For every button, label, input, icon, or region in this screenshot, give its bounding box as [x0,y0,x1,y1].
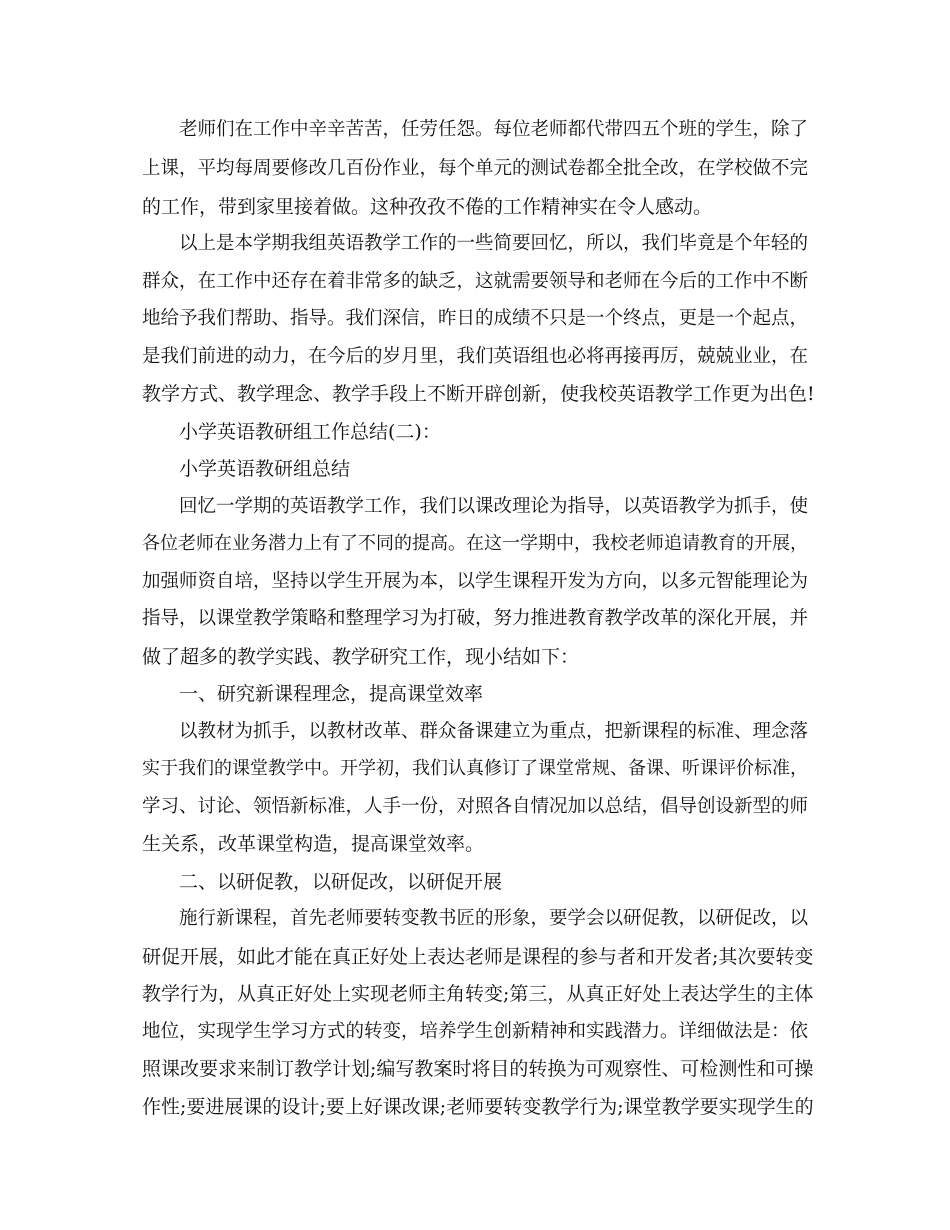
text-line: 群众，在工作中还存在着非常多的缺乏，这就需要领导和老师在今后的工作中不断 [142,271,809,292]
text-line: 作性;要进展课的设计;要上好课改课;老师要转变教学行为;课堂教学要实现学生的 [142,1096,814,1118]
text-line: 上课，平均每周要修改几百份作业，每个单元的测试卷都全批全改，在学校做不完 [142,158,809,179]
text-line: 地给予我们帮助、指导。我们深信，昨日的成绩不只是一个终点，更是一个起点， [142,308,809,329]
text-line: 老师们在工作中辛辛苦苦，任劳任怨。每位老师都代带四五个班的学生，除了 [179,119,809,140]
text-line: 做了超多的教学实践、教学研究工作，现小结如下： [142,646,580,668]
section-heading: 小学英语教研组工作总结(二)： [179,421,441,443]
text-line: 研促开展，如此才能在真正好处上表达老师是课程的参与者和开发者;其次要转变 [142,946,814,968]
text-line: 教学行为，从真正好处上实现老师主角转变;第三，从真正好处上表达学生的主体 [142,983,814,1005]
section-heading: 小学英语教研组总结 [179,458,351,480]
text-line: 的工作，带到家里接着做。这种孜孜不倦的工作精神实在令人感动。 [142,196,713,218]
text-line: 指导，以课堂教学策略和整理学习为打破，努力推进教育教学改革的深化开展，并 [142,608,809,629]
text-line: 是我们前进的动力，在今后的岁月里，我们英语组也必将再接再厉，兢兢业业，在 [142,346,809,367]
text-line: 实于我们的课堂教学中。开学初，我们认真修订了课堂常规、备课、听课评价标准， [142,758,808,779]
text-line: 以教材为抓手，以教材改革、群众备课建立为重点，把新课程的标准、理念落 [179,721,809,742]
text-line: 各位老师在业务潜力上有了不同的提高。在这一学期中，我校老师追请教育的开展， [142,533,808,554]
text-line: 以上是本学期我组英语教学工作的一些简要回忆，所以，我们毕竟是个年轻的 [179,233,809,254]
text-line: 施行新课程，首先老师要转变教书匠的形象，要学会以研促教，以研促改，以 [179,908,809,929]
text-line: 回忆一学期的英语教学工作，我们以课改理论为指导，以英语教学为抓手，使 [179,496,809,517]
text-line: 生关系，改革课堂构造，提高课堂效率。 [142,833,485,855]
text-line: 地位，实现学生学习方式的转变，培养学生创新精神和实践潜力。详细做法是：依 [142,1021,809,1042]
text-line: 照课改要求来制订教学计划;编写教案时将目的转换为可观察性、可检测性和可操 [142,1058,814,1080]
text-line: 加强师资自培，坚持以学生开展为本，以学生课程开发为方向，以多元智能理论为 [142,571,809,592]
section-heading: 一、研究新课程理念，提高课堂效率 [179,683,484,705]
section-heading: 二、以研促教，以研促改，以研促开展 [179,871,503,893]
text-line: 教学方式、教学理念、教学手段上不断开辟创新，使我校英语教学工作更为出色! [142,383,815,405]
text-line: 学习、讨论、领悟新标准，人手一份，对照各自情况加以总结，倡导创设新型的师 [142,796,809,817]
